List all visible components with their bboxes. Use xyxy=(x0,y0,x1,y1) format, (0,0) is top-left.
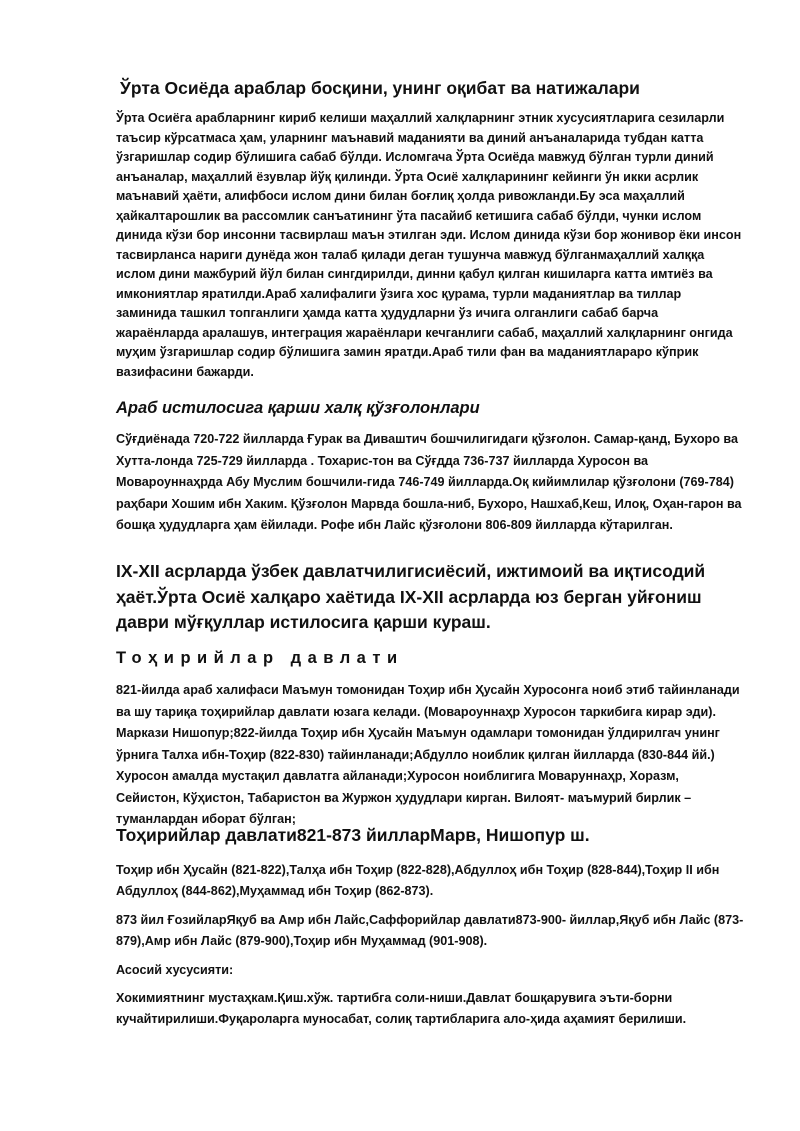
section-statehood-heading: IX-XII асрларда ўзбек давлатчилигисиёсий, ижтимоий ва иқтисодий ҳаёт.Ўрта Осиё халқаро хаётида IX-XII асрларда юз берган уйғониш даври мўғқуллар истилосига қарши кураш. xyxy=(116,561,706,632)
document-title: Ўрта Осиёда араблар босқини, унинг оқибат ва натижалари xyxy=(120,78,640,98)
section-uprisings-text: Сўғдиёнада 720-722 йилларда Ғурак ва Диваштич бошчилигидаги қўзғолон. Самар-қанд, Бухоро ва Хутта-лонда 725-729 йилларда . Тохарис-тон ва Сўғдда 736-737 йилларда Хуросон ва Мовароуннаҳрда Абу Муслим бошчили-гида 746-749 йилларда.Оқ кийимлилар қўзғолони (769-784) раҳбари Хошим ибн Хаким. Қўзғолон Марвда бошла-ниб, Бухоро, Нашхаб,Кеш, Илоқ, Оҳан-гарон ва бошқа ҳудудларга ҳам ёйилади. Рофе ибн Лайс қўзғолони 806-809 йилларда кўтарилган. xyxy=(116,432,742,532)
section-dynasty-heading: Тоҳирийлар давлати821-873 йилларМарв, Нишопур ш. xyxy=(116,825,590,845)
rulers-paragraph: Тоҳир ибн Ҳусайн (821-822),Талҳа ибн Тоҳир (822-828),Абдуллоҳ ибн Тоҳир (828-844),Тоҳир II ибн Абдуллоҳ (844-862),Муҳаммад ибн Тоҳир (862-873). xyxy=(116,863,720,898)
features-label: Асосий хусусияти: xyxy=(116,963,234,977)
saffarids-paragraph: 873 йил ҒозийларЯқуб ва Амр ибн Лайс,Саффорийлар давлати873-900- йиллар,Яқуб ибн Лайс (873-879),Амр ибн Лайс (879-900),Тоҳир ибн Муҳаммад (901-908). xyxy=(116,913,744,948)
features-paragraph: Хокимиятнинг мустаҳкам.Қиш.хўж. тартибга соли-ниши.Давлат бошқарувига эъти-борни кучайтирилиши.Фуқароларга муносабат, солиқ тартибларига ало-ҳида аҳамият берилиши. xyxy=(116,991,687,1026)
section-tahirids-text: 821-йилда араб халифаси Маъмун томонидан Тоҳир ибн Ҳусайн Хуросонга ноиб этиб тайинланади ва шу тариқа тоҳирийлар давлати юзага келади. (Мовароуннаҳр Хуросон таркибига кирар эди). Маркази Нишопур;822-йилда Тоҳир ибн Ҳусайн Маъмун одамлари томонидан ўлдирилгач унинг ўрнига Талха ибн-Тоҳир (822-830) тайинланади;Абдулло ноиблик қилган йилларда (830-844 йй.) Хуросон амалда мустақил давлатга айланади;Хуросон ноиблигига Моваруннаҳр, Хоразм, Сейистон, Кўҳистон, Табаристон ва Журжон ҳудудлари кирган. Вилоят- маъмурий бирлик – туманлардан иборат бўлган; xyxy=(116,683,740,826)
intro-paragraph: Ўрта Осиёга арабларнинг кириб келиши маҳаллий халқларнинг этник хусусиятларига сезиларли таъсир кўрсатмаса ҳам, уларнинг маънавий маданияти ва диний анъаналарида тубдан катта ўзгаришлар содир бўлишига сабаб бўлди. Исломгача Ўрта Осиёда мавжуд бўлган турли диний анъаналар, маҳаллий ёзувлар йўқ қилинди. Ўрта Осиё халқларининг кейинги ўн икки асрлик маънавий ҳаёти, алифбоси ислом дини билан боғлиқ ҳолда ривожланди.Бу эса маҳаллий ҳайкалтарошлик ва рассомлик санъатининг ўта пасайиб кетишига сабаб бўлди, чунки ислом динида кўзи бор инсонни тасвирлаш маън этилган эди. Ислом динида кўзи бор жонивор ёки инсон тасвирланса нариги дунёда жон талаб қилади деган тушунча мавжуд бўлганмаҳаллий халққа ислом дини мажбурий йўл билан сингдирилди, динни қабул қилган кишиларга катта имтиёз ва имкониятлар яратилди.Араб халифалиги ўзига хос қурама, турли маданиятлар ва тиллар заминида ташкил топганлиги ҳамда катта ҳудудларни ўз ичига олганлиги сабаб барча жараёнларда аралашув, интеграция жараёнлари кечганлиги сабаб, маҳаллий халқларнинг онгида муҳим ўзгаришлар содир бўлишига замин яратди.Араб тили фан ва маданиятлараро кўприк вазифасини бажарди. xyxy=(116,111,742,379)
section-uprisings-heading: Араб истилосига қарши халқ қўзғолонлари xyxy=(116,399,480,417)
section-tahirids-heading: Тоҳирийлар давлати xyxy=(116,649,404,667)
